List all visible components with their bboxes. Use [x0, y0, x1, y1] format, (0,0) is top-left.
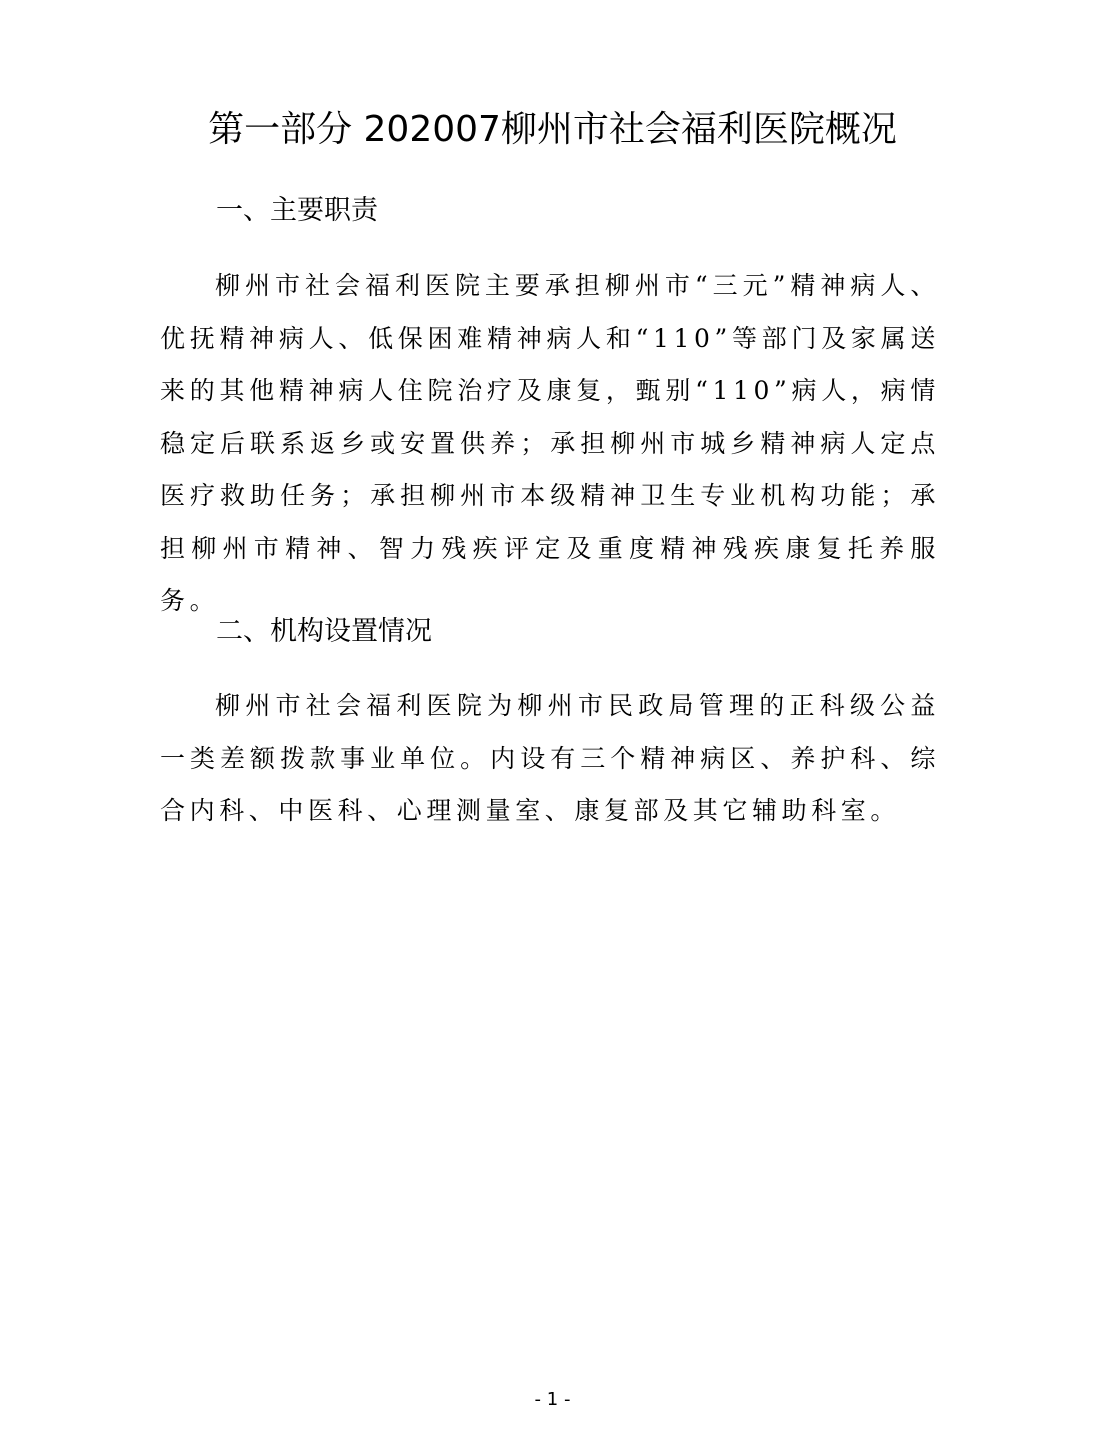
page-title: 第一部分 202007柳州市社会福利医院概况	[208, 109, 897, 150]
section-body-organization: 柳州市社会福利医院为柳州市民政局管理的正科级公益一类差额拨款事业单位。内设有三个精神病区、养护科、综合内科、中医科、心理测量室、康复部及其它辅助科室。	[160, 691, 940, 825]
page-number: - 1 -	[534, 1389, 571, 1410]
section-body-duties: 柳州市社会福利医院主要承担柳州市“三元”精神病人、优抚精神病人、低保困难精神病人和“110”等部门及家属送来的其他精神病人住院治疗及康复，甄别“110”病人，病情稳定后联系返乡或安置供养；承担柳州市城乡精神病人定点医疗救助任务；承担柳州市本级精神卫生专业机构功能；承担柳州市精神、智力残疾评定及重度精神残疾康复托养服务。	[160, 271, 940, 615]
section-heading-organization: 二、机构设置情况	[216, 616, 432, 647]
section-heading-duties: 一、主要职责	[216, 195, 378, 226]
